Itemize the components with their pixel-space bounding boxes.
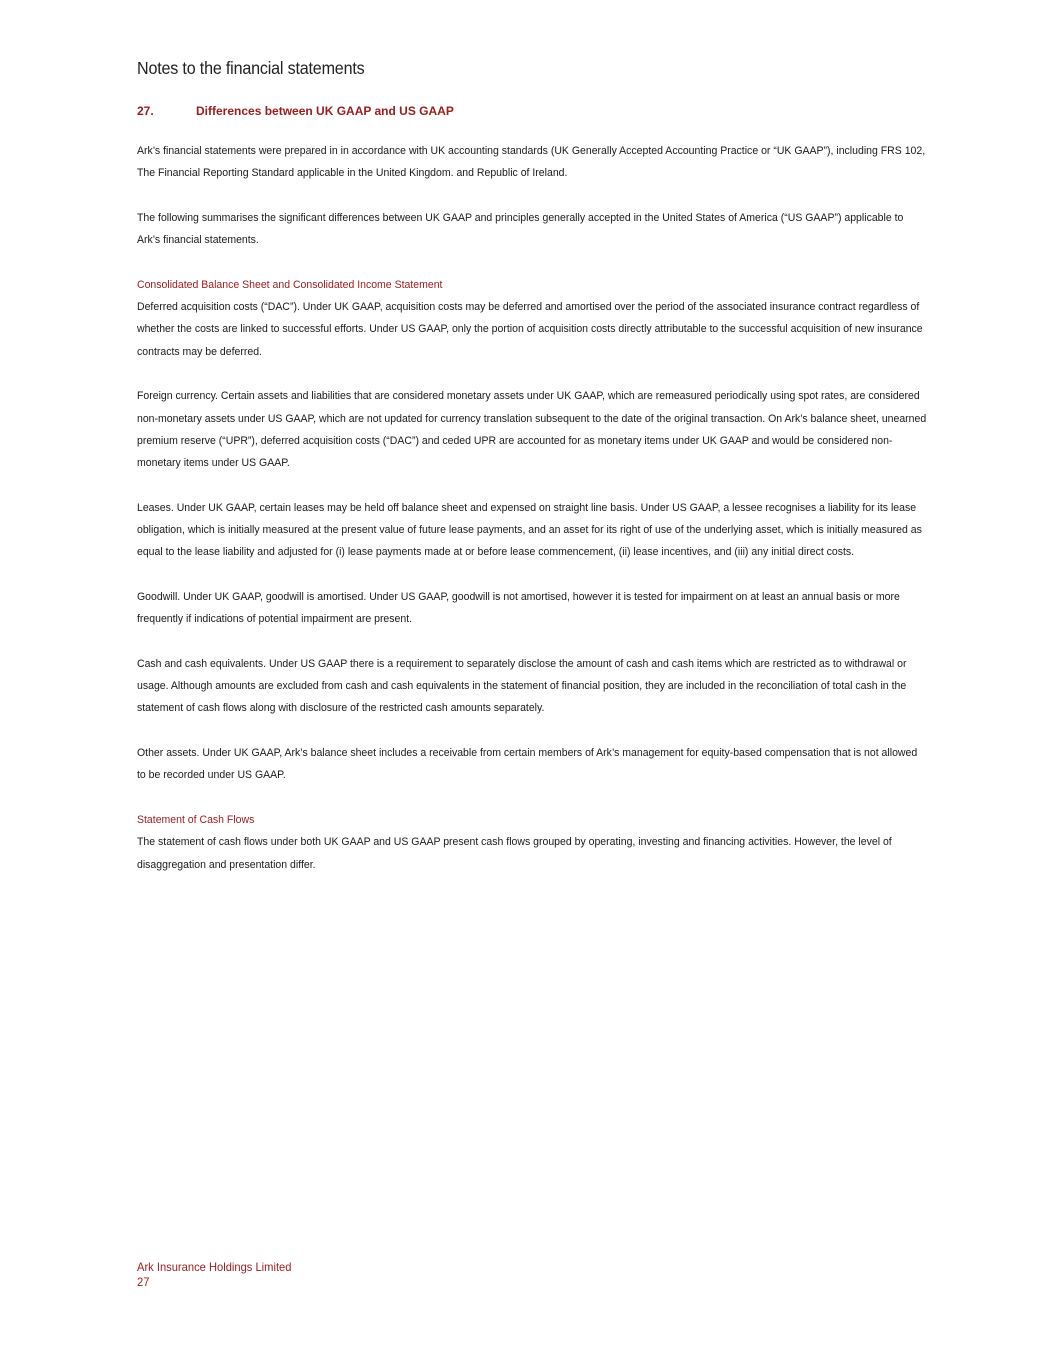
other-assets-paragraph: Other assets. Under UK GAAP, Ark’s balance sheet includes a receivable from certain members of Ark’s management for equity-based compensation that is not allowed to be recorded under US GAAP. (137, 747, 918, 782)
note-title: Differences between UK GAAP and US GAAP (196, 104, 454, 118)
section-heading-cash-flows: Statement of Cash Flows (137, 813, 255, 826)
page-title: Notes to the financial statements (137, 58, 365, 78)
note-body (137, 140, 927, 898)
leases-paragraph: Leases. Under UK GAAP, certain leases may be held off balance sheet and expensed on straight line basis. Under US GAAP, a lessee recognises a liability for its lease obligation, which is initially measured at the present value of future lease payments, and an asset for its right of use of the underlying asset, which is initially measured as equal to the lease liability and adjusted for (i) lease payments made at or before lease commencement, (ii) lease incentives, and (iii) any initial direct costs. (137, 501, 922, 559)
footer-page-number: 27 (137, 1275, 150, 1289)
note-heading (137, 104, 454, 118)
page-footer (137, 1260, 291, 1290)
section-heading-balance-sheet: Consolidated Balance Sheet and Consolidated Income Statement (137, 278, 443, 291)
note-number: 27. (137, 104, 154, 118)
summary-paragraph: The following summarises the significant differences between UK GAAP and principles generally accepted in the United States of America (“US GAAP”) applicable to Ark’s financial statements. (137, 211, 904, 247)
intro-paragraph: Ark’s financial statements were prepared in in accordance with UK accounting standards (UK Generally Accepted Accounting Practice or “UK GAAP”), including FRS 102, The Financial Reporting Standard applicable in the United Kingdom. and Republic of Ireland. (137, 145, 926, 180)
goodwill-paragraph: Goodwill. Under UK GAAP, goodwill is amortised. Under US GAAP, goodwill is not amortised, however it is tested for impairment on at least an annual basis or more frequently if indications of potential impairment are present. (137, 590, 900, 626)
footer-company: Ark Insurance Holdings Limited (137, 1260, 292, 1274)
cash-paragraph: Cash and cash equivalents. Under US GAAP there is a requirement to separately disclose the amount of cash and cash items which are restricted as to withdrawal or usage. Although amounts are excluded from cash and cash equivalents in the statement of financial position, they are included in the reconciliation of total cash in the statement of cash flows along with disclosure of the restricted cash amounts separately. (137, 657, 907, 715)
cash-flows-paragraph: The statement of cash flows under both UK GAAP and US GAAP present cash flows grouped by operating, investing and financing activities. However, the level of disaggregation and presentation differ. (137, 836, 892, 871)
dac-paragraph: Deferred acquisition costs (“DAC”). Under UK GAAP, acquisition costs may be deferred and amortised over the period of the associated insurance contract regardless of whether the costs are linked to successful efforts. Under US GAAP, only the portion of acquisition costs directly attributable to the successful acquisition of new insurance contracts may be deferred. (137, 301, 923, 358)
foreign-currency-paragraph: Foreign currency. Certain assets and liabilities that are considered monetary assets under UK GAAP, which are remeasured periodically using spot rates, are considered non-monetary assets under US GAAP, which are not updated for currency translation subsequent to the date of the original transaction. On Ark’s balance sheet, unearned premium reserve (“UPR”), deferred acquisition costs (“DAC”) and ceded UPR are accounted for as monetary items under UK GAAP and would be considered non-monetary items under US GAAP. (137, 390, 927, 470)
